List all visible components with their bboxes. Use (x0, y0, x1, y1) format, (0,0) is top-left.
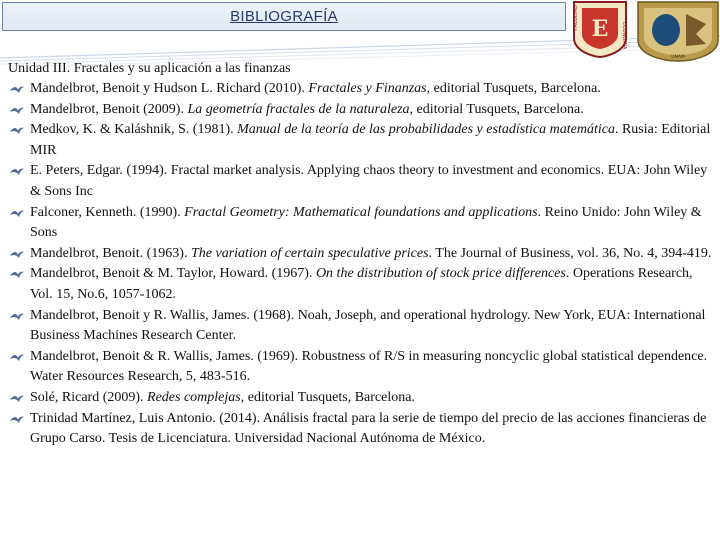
bird-bullet-icon (9, 208, 25, 219)
bird-bullet-icon (9, 105, 25, 116)
reference-pre: Mandelbrot, Benoit y R. Wallis, James. (1968). Noah, Joseph, and operational hydrology. New York, EUA: International Business Machines Research Center. (30, 307, 706, 344)
reference-title: On the distribution of stock price differences (315, 266, 566, 282)
bird-bullet-icon (9, 249, 25, 260)
reference-pre: Falconer, Kenneth. (1990). (30, 204, 185, 220)
reference-item (8, 347, 714, 388)
reference-item (8, 161, 714, 202)
reference-item (8, 79, 714, 100)
bird-bullet-icon (9, 84, 25, 95)
reference-item (8, 264, 714, 305)
bird-bullet-icon (9, 393, 25, 404)
logos (570, 0, 720, 62)
reference-pre: Mandelbrot, Benoit y Hudson L. Richard (2010). (30, 81, 309, 96)
main-content (8, 59, 714, 450)
reference-post: . Rusia: Editorial MIR (30, 122, 711, 158)
svg-text:E: E (591, 16, 609, 42)
reference-post: . Reino Unido: John Wiley & Sons (30, 204, 702, 241)
reference-item (8, 409, 714, 450)
reference-item (8, 244, 714, 265)
bird-bullet-icon (9, 166, 25, 177)
reference-title: Manual de la teoría de las probabilidades y estadística matemática (237, 122, 615, 138)
section-title: Unidad III. Fractales y su aplicación a las finanzas (8, 61, 291, 76)
reference-pre: E. Peters, Edgar. (1994). Fractal market analysis. Applying chaos theory to investment and economics. EUA: John Wiley & Sons Inc (30, 163, 708, 199)
reference-title: The variation of certain speculative prices (190, 245, 429, 261)
university-logo (636, 0, 720, 62)
reference-item (8, 388, 714, 409)
reference-post: . Operations Research, Vol. 15, No.6, 1057-1062. (30, 266, 693, 302)
reference-pre: Medkov, K. & Kaláshnik, S. (1981). (30, 122, 238, 138)
reference-pre: Solé, Ricard (2009). (30, 389, 148, 405)
reference-post: . The Journal of Business, vol. 36, No. 4, 394-419. (428, 245, 712, 261)
bird-bullet-icon (9, 311, 25, 322)
page-title: BIBLIOGRAFÍA (230, 8, 338, 25)
reference-post: , editorial Tusquets, Barcelona. (240, 389, 415, 405)
reference-item (8, 203, 714, 244)
reference-pre: Mandelbrot, Benoit (2009). (30, 101, 188, 117)
reference-pre: Mandelbrot, Benoit. (1963). (30, 245, 191, 261)
reference-post: , editorial Tusquets, Barcelona. (426, 81, 601, 96)
reference-pre: Mandelbrot, Benoit & R. Wallis, James. (1969). Robustness of R/S in measuring noncyclic global statistical dependence. Water Resources Research, 5, 483-516. (30, 348, 708, 385)
reference-title: Fractales y Finanzas (308, 81, 427, 96)
bird-bullet-icon (9, 125, 25, 136)
title-bar (2, 2, 566, 31)
bird-bullet-icon (9, 269, 25, 280)
svg-text:UNAM: UNAM (671, 55, 685, 60)
reference-item (8, 306, 714, 347)
reference-title: Fractal Geometry: Mathematical foundations and applications (184, 204, 538, 220)
reference-item (8, 100, 714, 121)
bird-bullet-icon (9, 352, 25, 363)
reference-item (8, 120, 714, 161)
reference-title: La geometría fractales de la naturaleza (187, 101, 410, 117)
bird-bullet-icon (9, 414, 25, 425)
reference-post: , editorial Tusquets, Barcelona. (409, 101, 584, 117)
svg-text:FACULTAD: FACULTAD (573, 5, 579, 30)
reference-pre: Mandelbrot, Benoit & M. Taylor, Howard. (1967). (30, 266, 316, 282)
faculty-logo (570, 0, 630, 58)
reference-pre: Trinidad Martínez, Luis Antonio. (2014). Análisis fractal para la serie de tiempo del precio de las acciones financieras de Grupo Carso. Tesis de Licenciatura. Universidad Nacional Autónoma de México. (30, 410, 707, 447)
reference-title: Redes complejas (147, 389, 241, 405)
svg-text:ECONOMÍA: ECONOMÍA (621, 22, 627, 50)
reference-list (8, 79, 714, 450)
